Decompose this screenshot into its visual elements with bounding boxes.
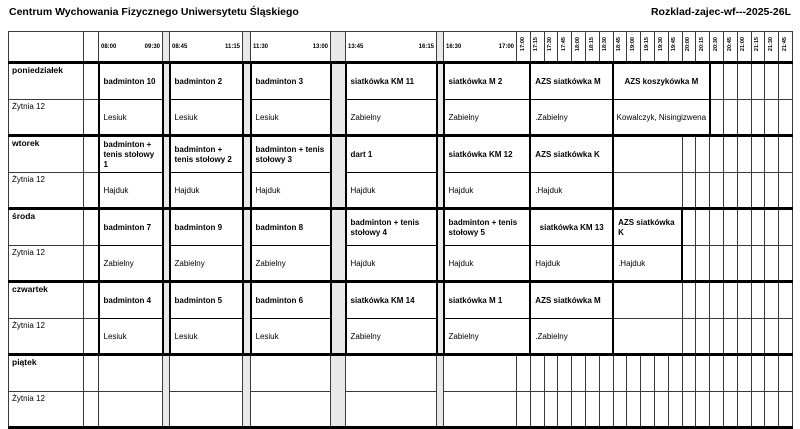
separator-cell — [243, 32, 251, 63]
grid-cell — [654, 355, 668, 392]
grid-cell — [544, 392, 558, 428]
separator-cell — [163, 32, 170, 63]
slot-end-time: 13:00 — [312, 43, 328, 50]
activity-cell: siatkówka KM 11 — [346, 63, 437, 100]
page-title: Centrum Wychowania Fizycznego Uniwersytetu Śląskiego — [9, 6, 299, 18]
activity-cell: badminton + tenis stołowy 3 — [251, 136, 331, 173]
location-cell: Żytnia 12 — [9, 319, 84, 355]
grid-cell — [668, 392, 682, 428]
separator-cell — [243, 355, 251, 428]
grid-cell — [585, 392, 599, 428]
activity-cell: siatkówka KM 12 — [444, 136, 531, 173]
grid-cell — [627, 392, 641, 428]
separator-cell — [331, 355, 346, 428]
spacer-cell — [84, 355, 99, 392]
grid-cell — [682, 173, 696, 209]
grid-cell — [751, 246, 765, 282]
grid-cell — [696, 319, 710, 355]
grid-cell — [627, 355, 641, 392]
activity-cell: AZS siatkówka M — [530, 282, 613, 319]
empty-slot-cell — [170, 355, 243, 392]
grid-cell — [751, 100, 765, 136]
day-lecturer-row — [9, 173, 793, 209]
grid-cell — [765, 319, 779, 355]
grid-cell — [779, 319, 793, 355]
empty-slot-cell — [251, 355, 331, 392]
grid-cell — [779, 100, 793, 136]
time-slot-header — [99, 32, 163, 63]
activity-cell: siatkówka KM 14 — [346, 282, 437, 319]
time-slot-header — [170, 32, 243, 63]
slot-start-time: 08:00 — [101, 43, 117, 50]
activity-cell: badminton + tenis stołowy 2 — [170, 136, 243, 173]
grid-cell — [585, 355, 599, 392]
grid-cell — [668, 355, 682, 392]
grid-cell — [599, 355, 613, 392]
activity-cell: dart 1 — [346, 136, 437, 173]
separator-cell — [163, 136, 170, 209]
grid-cell — [737, 355, 751, 392]
separator-cell — [163, 209, 170, 282]
quarter-time-header: 19:45 — [668, 32, 682, 63]
grid-cell — [779, 136, 793, 173]
lecturer-cell: .Hajduk — [613, 246, 682, 282]
location-cell: Żytnia 12 — [9, 173, 84, 209]
activity-cell: siatkówka KM 13 — [530, 209, 613, 246]
quarter-time-header: 18:15 — [585, 32, 599, 63]
lecturer-cell: Hajduk — [444, 173, 531, 209]
day-activity-row — [9, 282, 793, 319]
empty-slot-cell — [170, 392, 243, 428]
separator-cell — [437, 282, 444, 355]
grid-cell — [765, 392, 779, 428]
empty-slot-cell — [251, 392, 331, 428]
grid-cell — [710, 63, 724, 100]
lecturer-cell: Hajduk — [530, 246, 613, 282]
spacer-cell — [84, 63, 99, 100]
slot-start-time: 11:30 — [253, 43, 269, 50]
grid-cell — [710, 100, 724, 136]
quarter-time-header: 18:30 — [599, 32, 613, 63]
grid-cell — [751, 392, 765, 428]
location-cell: Żytnia 12 — [9, 100, 84, 136]
lecturer-cell: Zabielny — [170, 246, 243, 282]
grid-cell — [599, 392, 613, 428]
grid-cell — [558, 355, 572, 392]
spacer-cell — [84, 209, 99, 246]
grid-cell — [558, 392, 572, 428]
grid-cell — [723, 63, 737, 100]
grid-cell — [751, 209, 765, 246]
slot-end-time: 11:15 — [224, 43, 240, 50]
grid-cell — [737, 392, 751, 428]
slot-end-time: 09:30 — [144, 43, 160, 50]
lecturer-cell: Hajduk — [444, 246, 531, 282]
separator-cell — [331, 209, 346, 282]
quarter-time-header: 17:00 — [517, 32, 531, 63]
quarter-time-header: 21:15 — [751, 32, 765, 63]
grid-cell — [572, 355, 586, 392]
grid-cell — [641, 355, 655, 392]
empty-slot-cell — [613, 319, 682, 355]
grid-cell — [696, 136, 710, 173]
spacer-cell — [84, 136, 99, 173]
spacer-cell — [84, 246, 99, 282]
slot-start-time: 13:45 — [348, 43, 364, 50]
separator-cell — [437, 32, 444, 63]
day-activity-row — [9, 209, 793, 246]
quarter-time-header: 17:15 — [530, 32, 544, 63]
separator-cell — [437, 63, 444, 136]
grid-cell — [779, 246, 793, 282]
lecturer-cell: Zabielny — [444, 100, 531, 136]
grid-cell — [765, 355, 779, 392]
activity-cell: badminton 9 — [170, 209, 243, 246]
grid-cell — [682, 355, 696, 392]
grid-cell — [723, 246, 737, 282]
grid-cell — [751, 63, 765, 100]
quarter-time-header: 21:00 — [737, 32, 751, 63]
lecturer-cell: Hajduk — [346, 246, 437, 282]
separator-cell — [331, 32, 346, 63]
grid-cell — [517, 392, 531, 428]
grid-cell — [710, 209, 724, 246]
spacer-cell — [84, 319, 99, 355]
lecturer-cell: Zabielny — [346, 100, 437, 136]
grid-cell — [751, 282, 765, 319]
lecturer-cell: Zabielny — [251, 246, 331, 282]
slot-end-time: 16:15 — [418, 43, 434, 50]
grid-cell — [737, 63, 751, 100]
quarter-time-header: 19:30 — [654, 32, 668, 63]
lecturer-cell: Lesiuk — [251, 100, 331, 136]
location-cell: Zytnia 12 — [9, 246, 84, 282]
lecturer-cell: Lesiuk — [251, 319, 331, 355]
lecturer-cell: Hajduk — [346, 173, 437, 209]
activity-cell: siatkówka M 2 — [444, 63, 531, 100]
grid-cell — [737, 136, 751, 173]
location-cell: Żytnia 12 — [9, 392, 84, 428]
quarter-time-header: 18:45 — [613, 32, 627, 63]
empty-slot-cell — [99, 355, 163, 392]
activity-cell: badminton 6 — [251, 282, 331, 319]
grid-cell — [737, 282, 751, 319]
grid-cell — [682, 246, 696, 282]
activity-cell: badminton 3 — [251, 63, 331, 100]
grid-cell — [765, 173, 779, 209]
grid-cell — [779, 209, 793, 246]
grid-cell — [696, 392, 710, 428]
activity-cell: AZS koszykówka M — [613, 63, 710, 100]
grid-cell — [710, 319, 724, 355]
page-header — [0, 0, 800, 18]
grid-cell — [710, 246, 724, 282]
day-activity-row — [9, 136, 793, 173]
grid-cell — [530, 355, 544, 392]
activity-cell: siatkówka M 1 — [444, 282, 531, 319]
day-lecturer-row — [9, 100, 793, 136]
slot-end-time: 17:00 — [498, 43, 514, 50]
grid-cell — [654, 392, 668, 428]
lecturer-cell: Hajduk — [99, 173, 163, 209]
grid-cell — [710, 173, 724, 209]
lecturer-cell: .Hajduk — [530, 173, 613, 209]
grid-cell — [723, 173, 737, 209]
day-name-cell: poniedziałek — [9, 63, 84, 100]
grid-cell — [751, 319, 765, 355]
day-activity-row — [9, 63, 793, 100]
spacer-cell — [84, 392, 99, 428]
activity-cell: badminton 10 — [99, 63, 163, 100]
grid-cell — [751, 136, 765, 173]
spacer-cell — [84, 32, 99, 63]
activity-cell: badminton 8 — [251, 209, 331, 246]
grid-cell — [723, 319, 737, 355]
separator-cell — [163, 63, 170, 136]
day-name-cell: środa — [9, 209, 84, 246]
grid-cell — [710, 282, 724, 319]
quarter-time-header: 21:45 — [779, 32, 793, 63]
grid-cell — [682, 319, 696, 355]
quarter-time-header: 21:30 — [765, 32, 779, 63]
slot-start-time: 08:45 — [172, 43, 188, 50]
lecturer-cell: Lesiuk — [99, 319, 163, 355]
activity-cell: AZS siatkówka M — [530, 63, 613, 100]
grid-cell — [710, 392, 724, 428]
empty-slot-cell — [346, 355, 437, 392]
empty-slot-cell — [613, 136, 682, 173]
separator-cell — [163, 355, 170, 428]
day-name-cell: czwartek — [9, 282, 84, 319]
grid-cell — [737, 173, 751, 209]
grid-cell — [723, 392, 737, 428]
lecturer-cell: Lesiuk — [170, 100, 243, 136]
quarter-time-header: 19:15 — [641, 32, 655, 63]
empty-slot-cell — [346, 392, 437, 428]
grid-cell — [723, 209, 737, 246]
activity-cell: AZS siatkówka K — [613, 209, 682, 246]
separator-cell — [331, 63, 346, 136]
grid-cell — [710, 355, 724, 392]
time-slot-header — [251, 32, 331, 63]
grid-cell — [723, 100, 737, 136]
grid-cell — [544, 355, 558, 392]
schedule-file-title: Rozklad-zajec-wf---2025-26L — [650, 6, 791, 18]
grid-cell — [737, 246, 751, 282]
slot-start-time: 16:30 — [446, 43, 462, 50]
grid-cell — [779, 392, 793, 428]
quarter-time-header: 20:30 — [710, 32, 724, 63]
time-header-row — [9, 32, 793, 63]
quarter-time-header: 20:00 — [682, 32, 696, 63]
time-slot-header — [444, 32, 517, 63]
day-name-cell: wtorek — [9, 136, 84, 173]
grid-cell — [765, 282, 779, 319]
grid-cell — [696, 282, 710, 319]
empty-slot-cell — [444, 355, 517, 392]
grid-cell — [765, 246, 779, 282]
day-lecturer-row — [9, 319, 793, 355]
quarter-time-header: 17:30 — [544, 32, 558, 63]
lecturer-cell: Lesiuk — [170, 319, 243, 355]
empty-slot-cell — [444, 392, 517, 428]
grid-cell — [696, 209, 710, 246]
grid-cell — [737, 319, 751, 355]
grid-cell — [641, 392, 655, 428]
spacer-cell — [84, 282, 99, 319]
activity-cell: badminton + tenis stołowy 4 — [346, 209, 437, 246]
quarter-time-header: 17:45 — [558, 32, 572, 63]
grid-cell — [751, 173, 765, 209]
grid-cell — [682, 282, 696, 319]
grid-cell — [682, 136, 696, 173]
grid-cell — [765, 63, 779, 100]
separator-cell — [437, 136, 444, 209]
grid-cell — [696, 173, 710, 209]
separator-cell — [243, 209, 251, 282]
empty-slot-cell — [99, 392, 163, 428]
quarter-time-header: 19:00 — [627, 32, 641, 63]
grid-cell — [779, 63, 793, 100]
grid-cell — [613, 355, 627, 392]
empty-slot-cell — [613, 173, 682, 209]
lecturer-cell: Zabielny — [99, 246, 163, 282]
grid-cell — [710, 136, 724, 173]
grid-cell — [572, 392, 586, 428]
grid-cell — [779, 173, 793, 209]
grid-cell — [765, 100, 779, 136]
grid-cell — [696, 355, 710, 392]
empty-slot-cell — [613, 282, 682, 319]
quarter-time-header: 18:00 — [572, 32, 586, 63]
separator-cell — [243, 136, 251, 209]
activity-cell: badminton 2 — [170, 63, 243, 100]
grid-cell — [779, 355, 793, 392]
quarter-time-header: 20:45 — [723, 32, 737, 63]
activity-cell: badminton + tenis stołowy 5 — [444, 209, 531, 246]
quarter-time-header: 20:15 — [696, 32, 710, 63]
separator-cell — [331, 136, 346, 209]
grid-cell — [696, 246, 710, 282]
separator-cell — [243, 282, 251, 355]
grid-cell — [682, 209, 696, 246]
grid-cell — [751, 355, 765, 392]
day-activity-row — [9, 355, 793, 392]
activity-cell: badminton 7 — [99, 209, 163, 246]
lecturer-cell: Kowalczyk, Nisingizwena — [613, 100, 710, 136]
grid-cell — [723, 355, 737, 392]
time-slot-header — [346, 32, 437, 63]
spacer-cell — [84, 173, 99, 209]
grid-cell — [613, 392, 627, 428]
lecturer-cell: .Zabielny — [530, 319, 613, 355]
activity-cell: AZS siatkówka K — [530, 136, 613, 173]
lecturer-cell: .Zabielny — [530, 100, 613, 136]
activity-cell: badminton 5 — [170, 282, 243, 319]
grid-cell — [682, 392, 696, 428]
lecturer-cell: Zabielny — [346, 319, 437, 355]
grid-cell — [737, 209, 751, 246]
schedule-table — [8, 31, 793, 429]
day-lecturer-row — [9, 392, 793, 428]
activity-cell: badminton 4 — [99, 282, 163, 319]
lecturer-cell: Hajduk — [170, 173, 243, 209]
separator-cell — [437, 355, 444, 428]
corner-cell — [9, 32, 84, 63]
grid-cell — [723, 282, 737, 319]
grid-cell — [765, 136, 779, 173]
day-lecturer-row — [9, 246, 793, 282]
spacer-cell — [84, 100, 99, 136]
grid-cell — [517, 355, 531, 392]
grid-cell — [779, 282, 793, 319]
lecturer-cell: Hajduk — [251, 173, 331, 209]
separator-cell — [163, 282, 170, 355]
grid-cell — [530, 392, 544, 428]
separator-cell — [243, 63, 251, 136]
lecturer-cell: Lesiuk — [99, 100, 163, 136]
lecturer-cell: Zabielny — [444, 319, 531, 355]
activity-cell: badminton + tenis stołowy 1 — [99, 136, 163, 173]
grid-cell — [765, 209, 779, 246]
separator-cell — [437, 209, 444, 282]
day-name-cell: piątek — [9, 355, 84, 392]
separator-cell — [331, 282, 346, 355]
grid-cell — [737, 100, 751, 136]
grid-cell — [723, 136, 737, 173]
